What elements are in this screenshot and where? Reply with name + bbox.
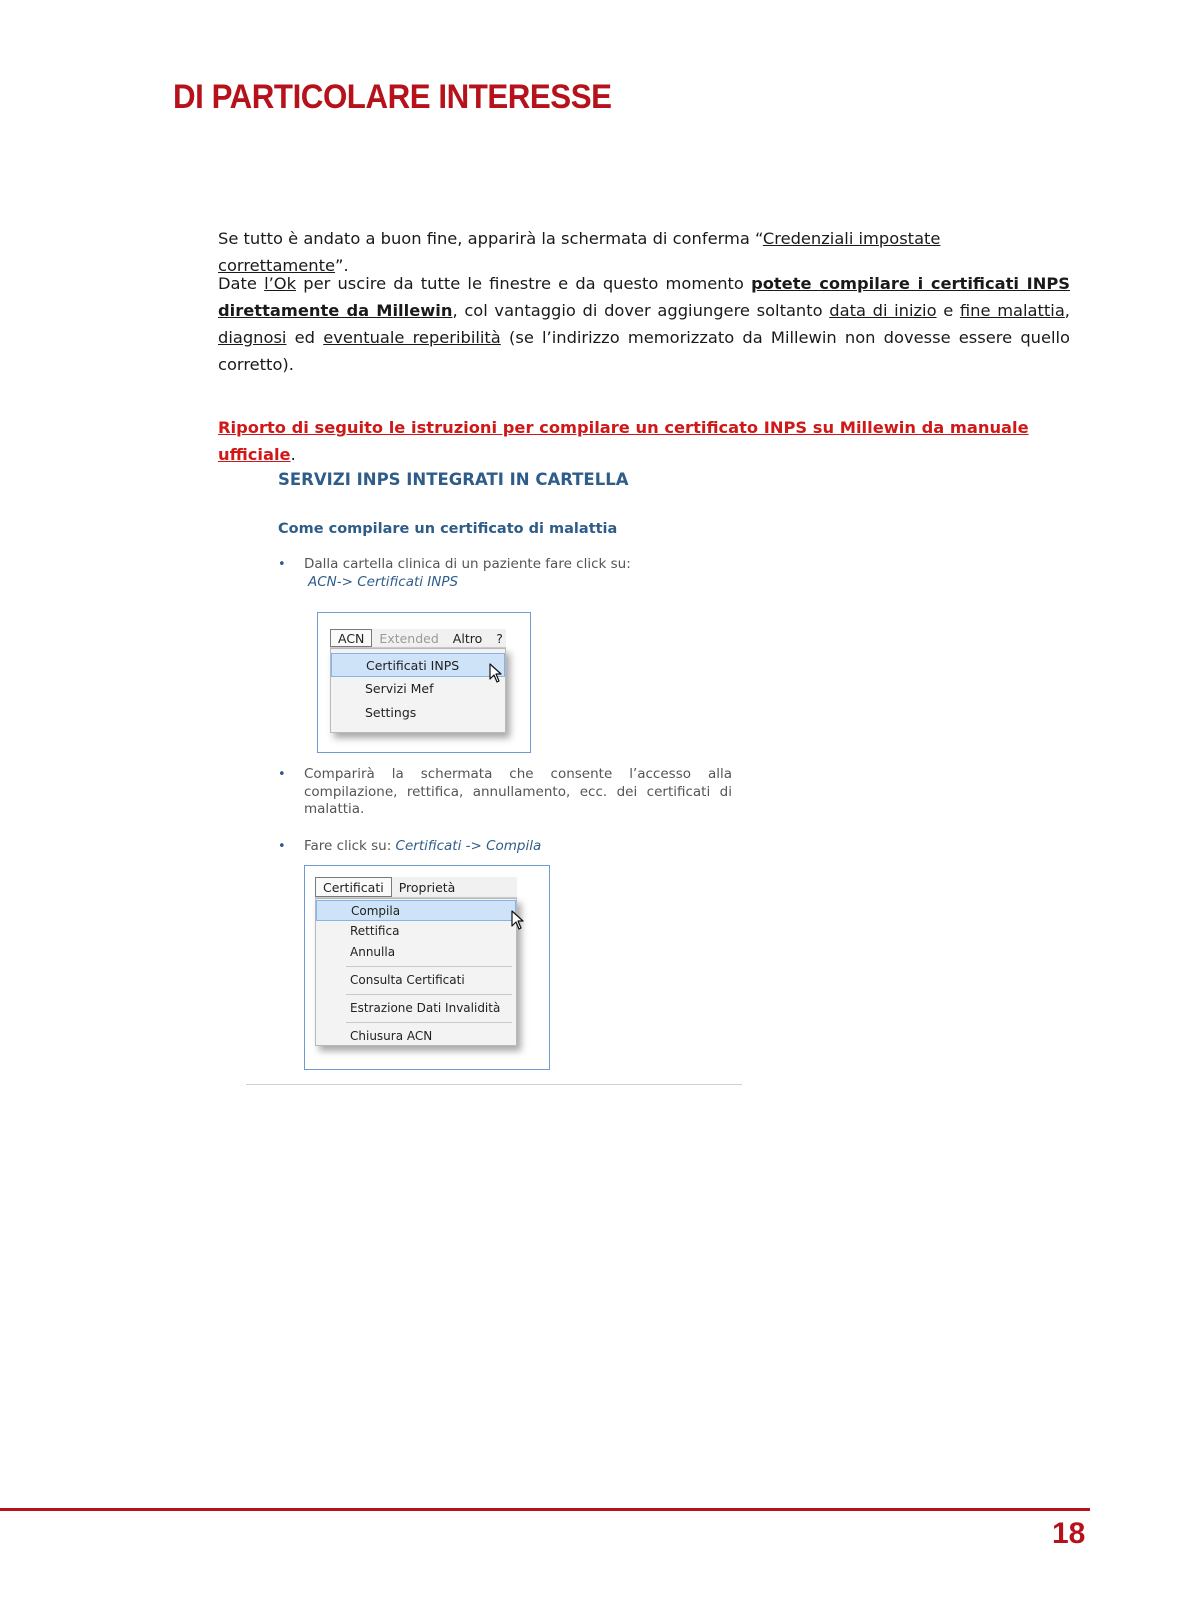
manual-subtitle: Come compilare un certificato di malattia (278, 521, 618, 537)
menu-certificati[interactable]: Certificati (315, 877, 392, 897)
text: per uscire da tutte le finestre e da questo momento (296, 274, 752, 293)
text: . (290, 445, 296, 464)
menu-item-estrazione-dati[interactable]: Estrazione Dati Invalidità (350, 1001, 501, 1015)
mouse-cursor-icon (511, 910, 525, 930)
manual-bullet-1 (278, 556, 704, 591)
text: ed (286, 328, 324, 347)
menu-item-annulla[interactable]: Annulla (350, 945, 396, 959)
bullet-text: Fare click su: (304, 838, 396, 854)
manual-excerpt (246, 462, 746, 1096)
menu-separator (346, 966, 512, 967)
certificati-menu-bar (315, 877, 517, 898)
menu-altro[interactable]: Altro (452, 630, 483, 646)
page-number: 18 (1052, 1517, 1086, 1550)
underlined-start-date: data di inizio (829, 301, 937, 320)
menu-item-chiusura-acn[interactable]: Chiusura ACN (350, 1029, 433, 1043)
bullet-icon: • (278, 839, 286, 854)
underlined-ok: l’Ok (264, 274, 297, 293)
instructions-paragraph (218, 270, 1070, 378)
menu-separator (346, 1022, 512, 1023)
menu-item-servizi-mef[interactable]: Servizi Mef (365, 681, 434, 696)
manual-bottom-divider (246, 1084, 742, 1085)
certificati-menu-screenshot (304, 865, 550, 1070)
text: Date (218, 274, 265, 293)
bullet-icon: • (278, 767, 286, 782)
text: Se tutto è andato a buon fine, apparirà la schermata di conferma “ (218, 229, 763, 248)
menu-separator (346, 994, 512, 995)
text: e (936, 301, 960, 320)
menu-item-certificati-inps[interactable]: Certificati INPS (331, 653, 505, 677)
text: , col vantaggio di dover aggiungere soltanto (452, 301, 830, 320)
bullet-text: Dalla cartella clinica di un paziente fare click su: (304, 556, 631, 572)
manual-bullet-3 (278, 838, 724, 856)
acn-menu-bar (330, 629, 506, 648)
manual-intro-paragraph (218, 414, 1070, 468)
menu-path-compila: Certificati -> Compila (395, 838, 542, 854)
underlined-diagnosis: diagnosi (218, 328, 287, 347)
text: (se l’indirizzo memorizzato da Millewin non dovesse essere quello corretto). (218, 328, 1071, 374)
menu-item-rettifica[interactable]: Rettifica (350, 924, 400, 938)
menu-item-consulta-certificati[interactable]: Consulta Certificati (350, 973, 465, 987)
manual-intro-link[interactable]: Riporto di seguito le istruzioni per compilare un certificato INPS su Millewin da manuale ufficiale (218, 418, 1029, 464)
footer-divider (0, 1508, 1090, 1511)
manual-title: SERVIZI INPS INTEGRATI IN CARTELLA (278, 470, 629, 489)
manual-bullet-2 (278, 766, 732, 819)
menu-extended[interactable]: Extended (379, 630, 439, 646)
menu-acn[interactable]: ACN (330, 629, 372, 647)
mouse-cursor-icon (489, 663, 503, 683)
bold-underlined-phrase: potete compilare i certificati INPS direttamente da Millewin (218, 274, 1070, 320)
menu-item-settings[interactable]: Settings (365, 705, 417, 720)
bullet-text: Comparirà la schermata che consente l’accesso alla compilazione, rettifica, annullamento, ecc. dei certificati di malattia. (304, 766, 732, 817)
underlined-end-illness: fine malattia (959, 301, 1065, 320)
underlined-availability: eventuale reperibilità (323, 328, 501, 347)
page-heading: DI PARTICOLARE INTERESSE (173, 78, 612, 116)
acn-dropdown (330, 648, 506, 733)
menu-path-acn: ACN-> Certificati INPS (308, 573, 459, 590)
menu-proprieta[interactable]: Proprietà (398, 879, 456, 895)
menu-help[interactable]: ? (496, 630, 503, 646)
text: ”. (335, 256, 349, 275)
certificati-dropdown (315, 898, 517, 1046)
bullet-icon: • (278, 557, 286, 572)
text: , (1064, 301, 1070, 320)
confirmation-screen-name: Credenziali impostate correttamente (218, 229, 941, 275)
acn-menu-screenshot (317, 612, 531, 753)
menu-item-compila[interactable]: Compila (316, 900, 516, 921)
